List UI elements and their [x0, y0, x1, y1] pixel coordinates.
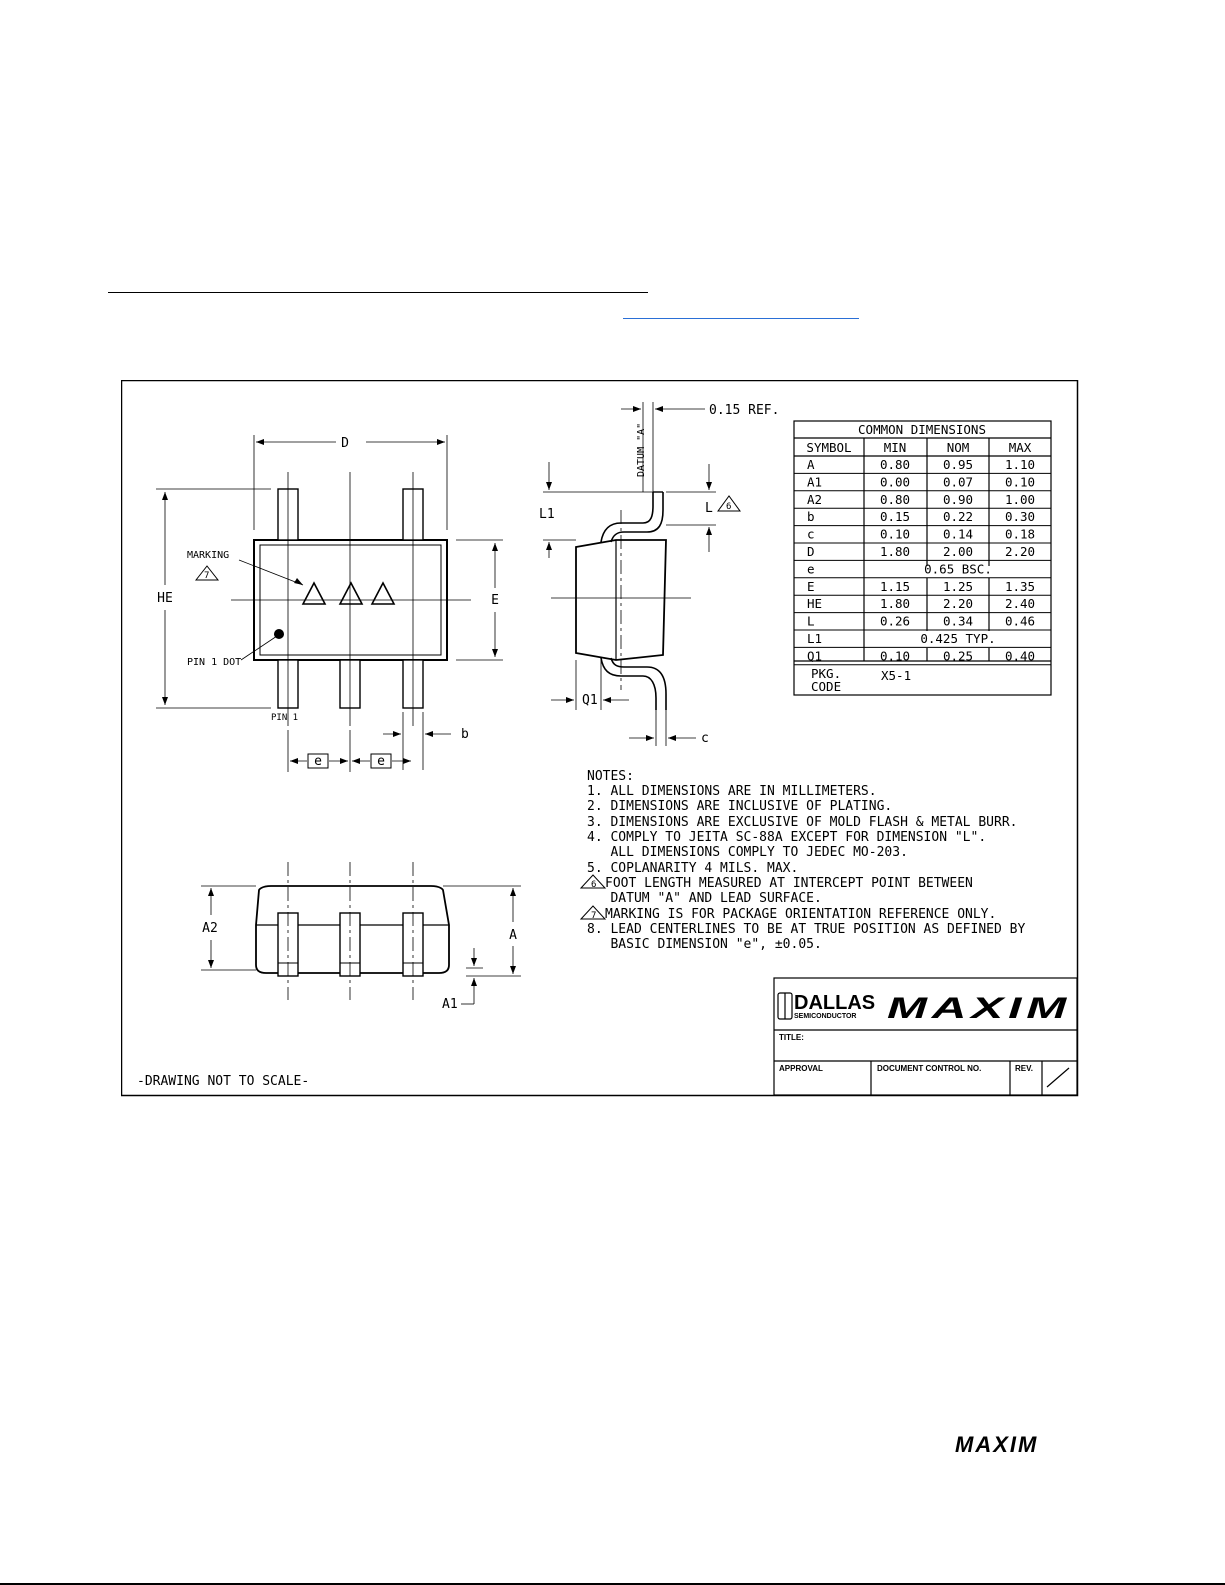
- table-cell-symbol: A: [807, 457, 815, 472]
- link-underline[interactable]: [623, 318, 859, 319]
- table-cell-symbol: HE: [807, 596, 823, 612]
- label-a: A: [509, 928, 517, 943]
- table-cell-value: 0.15: [879, 509, 911, 525]
- table-cell-symbol: e: [807, 561, 815, 577]
- table-cell-value: 0.80: [879, 491, 911, 507]
- note-flag-6: 6: [591, 880, 597, 890]
- label-a1: A1: [442, 997, 458, 1012]
- table-cell-value: 0.26: [879, 613, 911, 629]
- side-view-arrows: [546, 406, 712, 741]
- label-b: b: [461, 727, 469, 742]
- table-cell-value: 0.30: [1004, 509, 1036, 525]
- table-cell-symbol: L: [807, 613, 815, 629]
- label-datum: DATUM "A": [636, 422, 647, 477]
- label-pin1: PIN 1: [271, 713, 299, 723]
- label-l: L: [705, 501, 713, 516]
- note-line-8: 8. LEAD CENTERLINES TO BE AT TRUE POSITION AS DEFINED BY: [587, 922, 1026, 937]
- table-header-min: MIN: [883, 440, 907, 455]
- header-rule: [108, 292, 648, 293]
- label-e-dim: E: [491, 593, 499, 608]
- table-cell-value: 0.00: [879, 474, 911, 490]
- label-he: HE: [157, 591, 173, 606]
- title-label: TITLE:: [779, 1033, 804, 1042]
- table-cell-value: 0.22: [942, 509, 974, 525]
- table-cell-value: 0.14: [942, 526, 974, 542]
- table-cell-value: 1.35: [1004, 578, 1036, 594]
- label-l-note: 6: [726, 502, 732, 512]
- table-cell-value: 1.00: [1004, 491, 1036, 507]
- side-view-labels: [539, 403, 779, 746]
- table-cell-value: 1.10: [1004, 457, 1036, 472]
- table-cell-value: 2.40: [1004, 596, 1036, 612]
- label-e-pitch-2: e: [377, 754, 385, 769]
- table-cell-value: 0.80: [879, 457, 911, 472]
- dallas-text: DALLAS: [794, 992, 876, 1014]
- label-c: c: [701, 731, 709, 746]
- label-marking: MARKING: [187, 550, 230, 561]
- table-cell-value: 0.425 TYP.: [920, 631, 996, 646]
- note-line-4b: ALL DIMENSIONS COMPLY TO JEDEC MO-203.: [587, 845, 908, 860]
- rev-label: REV.: [1015, 1064, 1033, 1073]
- note-line-6b: DATUM "A" AND LEAD SURFACE.: [587, 891, 822, 906]
- label-marking-note: 7: [204, 571, 210, 581]
- table-cell-value: 0.10: [879, 648, 911, 664]
- table-cell-symbol: E: [807, 578, 815, 594]
- table-cell-value: 0.34: [942, 613, 974, 629]
- table-cell-value: 0.25: [942, 648, 974, 664]
- top-view: [156, 435, 503, 772]
- table-cell-value: 1.80: [879, 544, 911, 559]
- note-line-1: 1. ALL DIMENSIONS ARE IN MILLIMETERS.: [587, 784, 877, 799]
- note-line-7: MARKING IS FOR PACKAGE ORIENTATION REFERENCE ONLY.: [605, 907, 997, 922]
- dimensions-table-header: [806, 422, 1031, 694]
- table-cell-value: 0.90: [942, 491, 974, 507]
- label-q1: Q1: [582, 693, 598, 708]
- dimensions-table-body: [794, 457, 1051, 665]
- table-cell-value: 0.10: [879, 526, 911, 542]
- table-cell-symbol: A2: [807, 491, 823, 507]
- pkg-value: X5-1: [881, 668, 912, 683]
- table-cell-symbol: A1: [807, 474, 823, 490]
- table-cell-symbol: Q1: [807, 648, 823, 664]
- doc-control-label: DOCUMENT CONTROL NO.: [877, 1064, 982, 1073]
- semiconductor-text: SEMICONDUCTOR: [794, 1013, 857, 1020]
- scale-note: -DRAWING NOT TO SCALE-: [137, 1074, 310, 1089]
- front-view-arrows: [208, 888, 516, 986]
- note-line-3: 3. DIMENSIONS ARE EXCLUSIVE OF MOLD FLASH & METAL BURR.: [587, 815, 1018, 830]
- table-cell-symbol: c: [807, 526, 815, 542]
- notes-block: [587, 769, 1025, 952]
- table-header-max: MAX: [1008, 440, 1032, 455]
- table-cell-value: 2.20: [1004, 544, 1036, 559]
- table-cell-value: 0.07: [942, 474, 974, 490]
- notes-title: NOTES:: [587, 769, 634, 784]
- note-line-8b: BASIC DIMENSION "e", ±0.05.: [587, 937, 822, 952]
- table-cell-value: 0.65 BSC.: [924, 561, 992, 577]
- table-cell-value: 2.20: [942, 596, 974, 612]
- table-header-symbol: SYMBOL: [806, 440, 852, 455]
- note-flag-7: 7: [591, 911, 597, 921]
- pkg-label-1: PKG.: [811, 666, 842, 681]
- drawing-frame: [122, 381, 1078, 1096]
- table-cell-value: 0.10: [1004, 474, 1036, 490]
- label-ref: 0.15 REF.: [709, 403, 780, 418]
- label-pin1-dot: PIN 1 DOT: [187, 657, 242, 668]
- table-cell-value: 1.15: [879, 578, 911, 594]
- maxim-block-text: MAXIM: [887, 992, 1071, 1025]
- approval-label: APPROVAL: [779, 1064, 823, 1073]
- table-cell-value: 0.46: [1004, 613, 1036, 629]
- table-cell-symbol: D: [807, 544, 815, 559]
- note-line-5: 5. COPLANARITY 4 MILS. MAX.: [587, 861, 799, 876]
- note-line-2: 2. DIMENSIONS ARE INCLUSIVE OF PLATING.: [587, 799, 893, 814]
- table-cell-value: 1.25: [942, 578, 974, 594]
- table-cell-value: 0.40: [1004, 648, 1036, 664]
- table-cell-value: 1.80: [879, 596, 911, 612]
- maxim-logo: [955, 1432, 1038, 1458]
- package-outline-drawing: [121, 380, 1079, 1098]
- note-line-4: 4. COMPLY TO JEITA SC-88A EXCEPT FOR DIMENSION "L".: [587, 830, 987, 845]
- label-e-pitch-1: e: [314, 754, 322, 769]
- pkg-label-2: CODE: [811, 679, 842, 694]
- table-header-nom: NOM: [946, 440, 970, 455]
- table-title: COMMON DIMENSIONS: [858, 422, 986, 437]
- note-line-6: FOOT LENGTH MEASURED AT INTERCEPT POINT BETWEEN: [605, 876, 973, 891]
- label-d: D: [341, 436, 349, 451]
- table-cell-value: 0.95: [942, 457, 974, 472]
- label-a2: A2: [202, 921, 218, 936]
- table-cell-value: 0.18: [1004, 526, 1036, 542]
- maxim-logo-text: MAXIM: [955, 1432, 1039, 1457]
- table-cell-symbol: L1: [807, 631, 823, 646]
- table-cell-value: 2.00: [942, 544, 974, 559]
- label-l1: L1: [539, 507, 555, 522]
- table-cell-symbol: b: [807, 509, 815, 525]
